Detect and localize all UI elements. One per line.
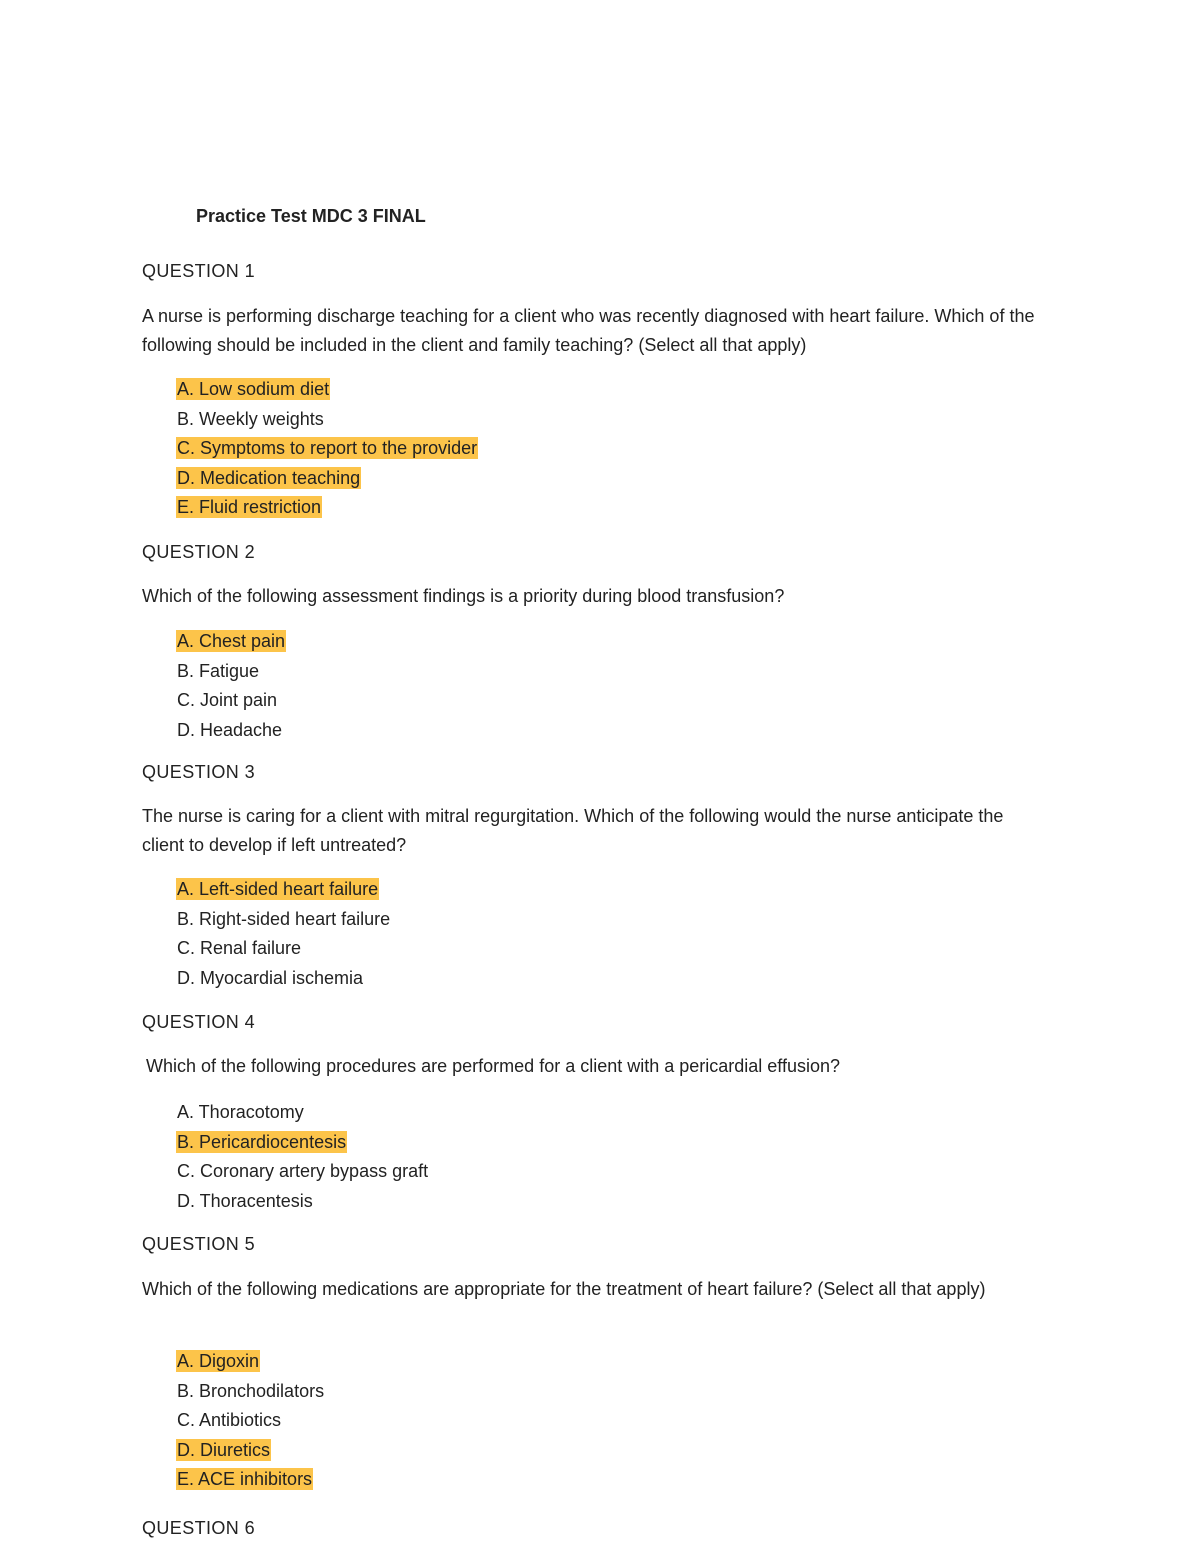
option-item bbox=[176, 875, 391, 905]
option-item bbox=[176, 627, 286, 657]
option-item bbox=[176, 405, 478, 435]
option-item bbox=[176, 1187, 429, 1217]
option-text: B. Weekly weights bbox=[177, 408, 324, 429]
option-text: D. Headache bbox=[177, 719, 283, 740]
option-item bbox=[176, 1157, 429, 1187]
option-text: D. Myocardial ischemia bbox=[177, 967, 364, 988]
option-text: B. Fatigue bbox=[177, 660, 260, 681]
option-item bbox=[176, 657, 286, 687]
option-item bbox=[176, 1377, 325, 1407]
question-5-text: Which of the following medications are appropriate for the treatment of heart failure? (Select all that apply) bbox=[142, 1279, 986, 1299]
option-text: A. Thoracotomy bbox=[177, 1102, 304, 1122]
option-item bbox=[176, 1347, 325, 1377]
question-1-heading: QUESTION 1 bbox=[142, 261, 256, 281]
option-item bbox=[176, 934, 391, 964]
option-text: C. Coronary artery bypass graft bbox=[177, 1161, 429, 1181]
question-3-heading: QUESTION 3 bbox=[142, 762, 256, 782]
question-1-text: A nurse is performing discharge teaching for a client who was recently diagnosed with heart failure. Which of the following should be included in the client and family teaching? (Select all that apply) bbox=[142, 306, 1035, 355]
option-text: B. Right-sided heart failure bbox=[177, 908, 391, 929]
option-text: D. Medication teaching bbox=[177, 467, 361, 488]
option-text: D. Thoracentesis bbox=[177, 1190, 313, 1211]
question-1-options bbox=[176, 375, 478, 523]
question-3-text: The nurse is caring for a client with mitral regurgitation. Which of the following would the nurse anticipate the client to develop if left untreated? bbox=[142, 806, 1004, 855]
question-2-heading: QUESTION 2 bbox=[142, 542, 256, 562]
option-item bbox=[176, 375, 478, 405]
option-text: A. Low sodium diet bbox=[177, 379, 330, 399]
question-2-text: Which of the following assessment findings is a priority during blood transfusion? bbox=[142, 586, 785, 606]
question-5-heading: QUESTION 5 bbox=[142, 1234, 256, 1254]
option-item bbox=[176, 716, 286, 746]
option-text: B. Bronchodilators bbox=[177, 1380, 325, 1401]
option-text: C. Renal failure bbox=[177, 938, 302, 958]
option-item bbox=[176, 686, 286, 716]
option-item bbox=[176, 1465, 325, 1495]
option-item bbox=[176, 493, 478, 523]
option-item bbox=[176, 1128, 429, 1158]
question-4-options bbox=[176, 1098, 429, 1216]
question-4-text: Which of the following procedures are performed for a client with a pericardial effusion? bbox=[146, 1056, 841, 1076]
option-text: E. Fluid restriction bbox=[177, 497, 322, 517]
option-text: C. Joint pain bbox=[177, 690, 278, 710]
option-text: A. Chest pain bbox=[177, 631, 286, 651]
question-2-options bbox=[176, 627, 286, 745]
option-text: A. Left-sided heart failure bbox=[177, 879, 379, 899]
option-item bbox=[176, 1406, 325, 1436]
question-4-heading: QUESTION 4 bbox=[142, 1012, 256, 1032]
option-text: C. Symptoms to report to the provider bbox=[177, 438, 478, 458]
option-text: B. Pericardiocentesis bbox=[177, 1131, 347, 1152]
question-5-options bbox=[176, 1347, 325, 1495]
option-item bbox=[176, 964, 391, 994]
option-item bbox=[176, 905, 391, 935]
option-item bbox=[176, 1436, 325, 1466]
option-item bbox=[176, 464, 478, 494]
option-item bbox=[176, 434, 478, 464]
page-title: Practice Test MDC 3 FINAL bbox=[196, 206, 426, 226]
question-3-options bbox=[176, 875, 391, 993]
option-text: C. Antibiotics bbox=[177, 1410, 282, 1430]
question-6-heading: QUESTION 6 bbox=[142, 1518, 256, 1538]
option-text: A. Digoxin bbox=[177, 1351, 260, 1371]
option-text: D. Diuretics bbox=[177, 1439, 271, 1460]
option-item bbox=[176, 1098, 429, 1128]
option-text: E. ACE inhibitors bbox=[177, 1469, 313, 1489]
